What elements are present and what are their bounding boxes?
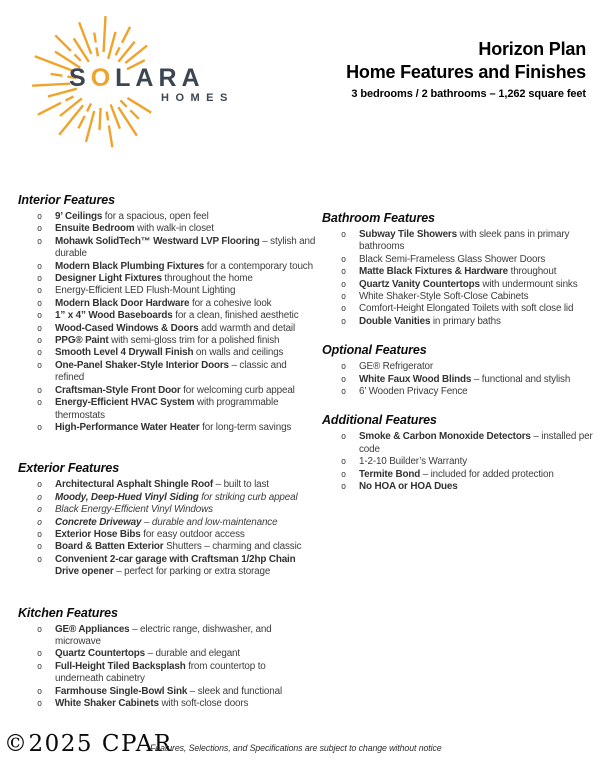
feature-item-lead: Smooth Level 4 Drywall Finish xyxy=(55,347,194,359)
feature-item: o Black Semi-Frameless Glass Shower Doors xyxy=(341,253,546,265)
brand-letter-s: S xyxy=(69,64,91,92)
section-heading: Interior Features xyxy=(18,193,115,207)
feature-item-lead: Architectural Asphalt Shingle Roof xyxy=(55,479,214,491)
feature-item-lead: Energy-Efficient HVAC System xyxy=(55,397,195,409)
feature-list xyxy=(322,229,606,328)
feature-item-lead: Farmhouse Single-Bowl Sink xyxy=(55,685,188,697)
feature-item: o Smoke & Carbon Monoxide Detectors – installed per code xyxy=(341,431,593,455)
feature-item-lead: No HOA or HOA Dues xyxy=(359,481,458,493)
bullet-icon: o xyxy=(37,529,42,540)
bullet-icon: o xyxy=(37,236,42,247)
section-heading: Optional Features xyxy=(322,343,427,358)
section-heading: Exterior Features xyxy=(18,461,120,476)
bullet-icon: o xyxy=(37,274,42,285)
feature-item: o High-Performance Water Heater for long-term savings xyxy=(37,421,292,433)
bullet-icon: o xyxy=(37,348,42,359)
feature-item-lead: Craftsman-Style Front Door xyxy=(55,384,181,396)
feature-item: o Mohawk SolidTech™ Westward LVP Flooring – stylish and durable xyxy=(37,235,316,260)
bullet-icon: o xyxy=(341,482,346,493)
feature-item-lead: One-Panel Shaker-Style Interior Doors xyxy=(55,359,229,371)
bullet-icon: o xyxy=(37,311,42,322)
bullet-icon: o xyxy=(37,505,42,516)
feature-item: o Matte Black Fixtures & Hardware throughout xyxy=(341,266,557,278)
feature-item-lead: GE® Appliances xyxy=(55,623,130,635)
feature-item-lead: Full-Height Tiled Backsplash xyxy=(55,660,186,672)
feature-item: o Craftsman-Style Front Door for welcoming curb appeal xyxy=(37,384,295,396)
bullet-icon: o xyxy=(37,385,42,396)
feature-section xyxy=(18,193,316,434)
bullet-icon: o xyxy=(37,422,42,433)
feature-item: o GE® Appliances – electric range, dishwasher, and microwave xyxy=(37,623,272,647)
bullet-icon: o xyxy=(341,374,346,385)
feature-item: o GE® Refrigerator xyxy=(341,361,434,373)
feature-item: o Full-Height Tiled Backsplash from countertop to underneath cabinetry xyxy=(37,660,266,685)
feature-item: o Comfort-Height Elongated Toilets with soft close lid xyxy=(341,303,574,315)
feature-item: o 9’ Ceilings for a spacious, open feel xyxy=(37,211,209,222)
feature-item: o Smooth Level 4 Drywall Finish on walls and ceilings xyxy=(37,347,284,359)
column-right xyxy=(322,211,606,509)
disclaimer-text: Features, Selections, and Specifications are subject to change without notice xyxy=(150,743,442,753)
document-title: Home Features and Finishes xyxy=(346,62,586,82)
feature-item: o One-Panel Shaker-Style Interior Doors – classic and refined xyxy=(37,359,287,384)
feature-section xyxy=(322,413,606,493)
feature-list xyxy=(18,624,316,711)
bullet-icon: o xyxy=(37,323,42,334)
bullet-icon: o xyxy=(341,304,346,315)
section-heading: Kitchen Features xyxy=(18,605,118,620)
feature-item-lead: Moody, Deep-Hued Vinyl Siding xyxy=(55,491,199,503)
feature-item-lead: White Shaker Cabinets xyxy=(55,698,159,709)
feature-item-lead: Smoke & Carbon Monoxide Detectors xyxy=(359,431,531,443)
feature-item-lead: Matte Black Fixtures & Hardware xyxy=(359,266,509,278)
feature-list xyxy=(322,361,606,398)
feature-item: o Exterior Hose Bibs for easy outdoor access xyxy=(37,528,245,540)
feature-item-lead: Quartz Vanity Countertops xyxy=(359,278,480,290)
bullet-icon: o xyxy=(341,362,346,373)
bullet-icon: o xyxy=(37,492,42,503)
feature-item-lead: 1” x 4” Wood Baseboards xyxy=(55,310,173,322)
feature-item: o Energy-Efficient HVAC System with programmable thermostats xyxy=(37,397,279,421)
feature-item: o Convenient 2-car garage with Craftsman 1/2hp Chain Drive opener – perfect for parking or extra storage xyxy=(37,553,296,578)
feature-item: o PPG® Paint with semi-gloss trim for a polished finish xyxy=(37,335,280,347)
feature-item: o Double Vanities in primary baths xyxy=(341,315,501,327)
bullet-icon: o xyxy=(37,286,42,297)
feature-section xyxy=(18,606,316,711)
bullet-icon: o xyxy=(341,279,346,290)
plan-name-title: Horizon Plan xyxy=(478,39,586,59)
feature-item: o White Shaker-Style Soft-Close Cabinets xyxy=(341,291,529,303)
document-header xyxy=(346,38,586,100)
feature-item: o Architectural Asphalt Shingle Roof – built to last xyxy=(37,479,269,491)
bullet-icon: o xyxy=(341,292,346,303)
feature-item-lead: White Faux Wood Blinds xyxy=(359,373,472,385)
bullet-icon: o xyxy=(37,360,42,371)
feature-section xyxy=(322,343,606,398)
feature-item: o Black Energy-Efficient Vinyl Windows xyxy=(37,504,213,516)
bullet-icon: o xyxy=(37,661,42,672)
bullet-icon: o xyxy=(341,432,346,443)
feature-item-lead: Wood-Cased Windows & Doors xyxy=(55,322,199,334)
bullet-icon: o xyxy=(37,261,42,272)
bullet-icon: o xyxy=(341,254,346,265)
feature-item: o 6’ Wooden Privacy Fence xyxy=(341,386,468,398)
feature-item-lead: PPG® Paint xyxy=(55,335,109,347)
feature-item: o White Shaker Cabinets with soft-close doors xyxy=(37,698,249,709)
feature-item-lead: Subway Tile Showers xyxy=(359,229,457,240)
feature-item-lead: Designer Light Fixtures xyxy=(55,273,162,285)
home-specs-subtitle: 3 bedrooms / 2 bathrooms – 1,262 square feet xyxy=(351,88,586,100)
brand-letters-lara: LARA xyxy=(115,64,205,92)
feature-item: o 1-2-10 Builder’s Warranty xyxy=(341,456,468,468)
feature-item: o Moody, Deep-Hued Vinyl Siding for striking curb appeal xyxy=(37,491,298,503)
feature-item-lead: Modern Black Plumbing Fixtures xyxy=(55,260,205,272)
feature-item: o Energy-Efficient LED Flush-Mount Lighting xyxy=(37,285,236,297)
feature-item: o Wood-Cased Windows & Doors add warmth and detail xyxy=(37,322,296,334)
feature-item: o Quartz Countertops – durable and elegant xyxy=(37,648,240,660)
feature-item: o Designer Light Fixtures throughout the home xyxy=(37,273,253,285)
bullet-icon: o xyxy=(37,649,42,660)
feature-item: o Concrete Driveway – durable and low-maintenance xyxy=(37,516,278,528)
feature-item-lead: Modern Black Door Hardware xyxy=(55,297,190,309)
feature-item-lead: Concrete Driveway xyxy=(55,516,142,528)
feature-item: o Board & Batten Exterior Shutters – charming and classic xyxy=(37,541,302,553)
feature-section xyxy=(322,211,606,328)
bullet-icon: o xyxy=(37,336,42,347)
column-left xyxy=(18,193,316,737)
bullet-icon: o xyxy=(37,517,42,528)
feature-item: o Termite Bond – included for added protection xyxy=(341,468,554,480)
feature-item-lead: Mohawk SolidTech™ Westward LVP Flooring xyxy=(55,235,260,247)
bullet-icon: o xyxy=(37,224,42,235)
bullet-icon: o xyxy=(37,624,42,635)
feature-item xyxy=(322,481,606,493)
feature-list xyxy=(322,431,606,493)
brand-wordmark xyxy=(69,64,205,93)
feature-item: o Farmhouse Single-Bowl Sink – sleek and functional xyxy=(37,685,283,697)
feature-item-lead: Convenient 2-car garage with Craftsman 1/2hp Chain Drive opener xyxy=(55,553,296,578)
feature-item: o White Faux Wood Blinds – functional and stylish xyxy=(341,373,571,385)
bullet-icon: o xyxy=(37,554,42,565)
brand-subtext: HOMES xyxy=(161,92,234,104)
feature-item-lead: Double Vanities xyxy=(359,315,431,327)
feature-item-lead: 9’ Ceilings xyxy=(55,211,103,222)
bullet-icon: o xyxy=(37,542,42,553)
bullet-icon: o xyxy=(341,457,346,468)
feature-item: o Quartz Vanity Countertops with undermount sinks xyxy=(341,278,578,290)
feature-list xyxy=(18,479,316,578)
solara-homes-logo xyxy=(10,5,255,160)
feature-item: o 1” x 4” Wood Baseboards for a clean, finished aesthetic xyxy=(37,310,299,322)
bullet-icon: o xyxy=(37,298,42,309)
bullet-icon: o xyxy=(37,480,42,491)
section-heading: Bathroom Features xyxy=(322,211,435,225)
bullet-icon: o xyxy=(37,398,42,409)
bullet-icon: o xyxy=(341,469,346,480)
feature-item: o Subway Tile Showers with sleek pans in primary bathrooms xyxy=(341,229,570,253)
bullet-icon: o xyxy=(341,316,346,327)
feature-item-lead: Board & Batten Exterior xyxy=(55,541,164,553)
feature-item-lead: Ensuite Bedroom xyxy=(55,223,135,235)
feature-item: o Modern Black Plumbing Fixtures for a contemporary touch xyxy=(37,260,313,272)
bullet-icon: o xyxy=(341,230,346,240)
feature-item: o Ensuite Bedroom with walk-in closet xyxy=(37,223,214,235)
bullet-icon: o xyxy=(37,699,42,709)
feature-list xyxy=(18,211,316,434)
feature-section xyxy=(18,461,316,578)
bullet-icon: o xyxy=(37,212,42,222)
section-heading: Additional Features xyxy=(322,413,437,428)
feature-item-lead: High-Performance Water Heater xyxy=(55,421,200,433)
copyright-watermark: ©2025 CPAR xyxy=(4,731,173,757)
feature-item-lead: Quartz Countertops xyxy=(55,648,146,660)
bullet-icon: o xyxy=(341,267,346,278)
feature-item-lead: Exterior Hose Bibs xyxy=(55,528,141,540)
bullet-icon: o xyxy=(37,686,42,697)
brand-sun-o: O xyxy=(90,64,116,92)
feature-item-lead: Termite Bond xyxy=(359,468,421,480)
feature-item: o Modern Black Door Hardware for a cohesive look xyxy=(37,297,272,309)
bullet-icon: o xyxy=(341,387,346,398)
